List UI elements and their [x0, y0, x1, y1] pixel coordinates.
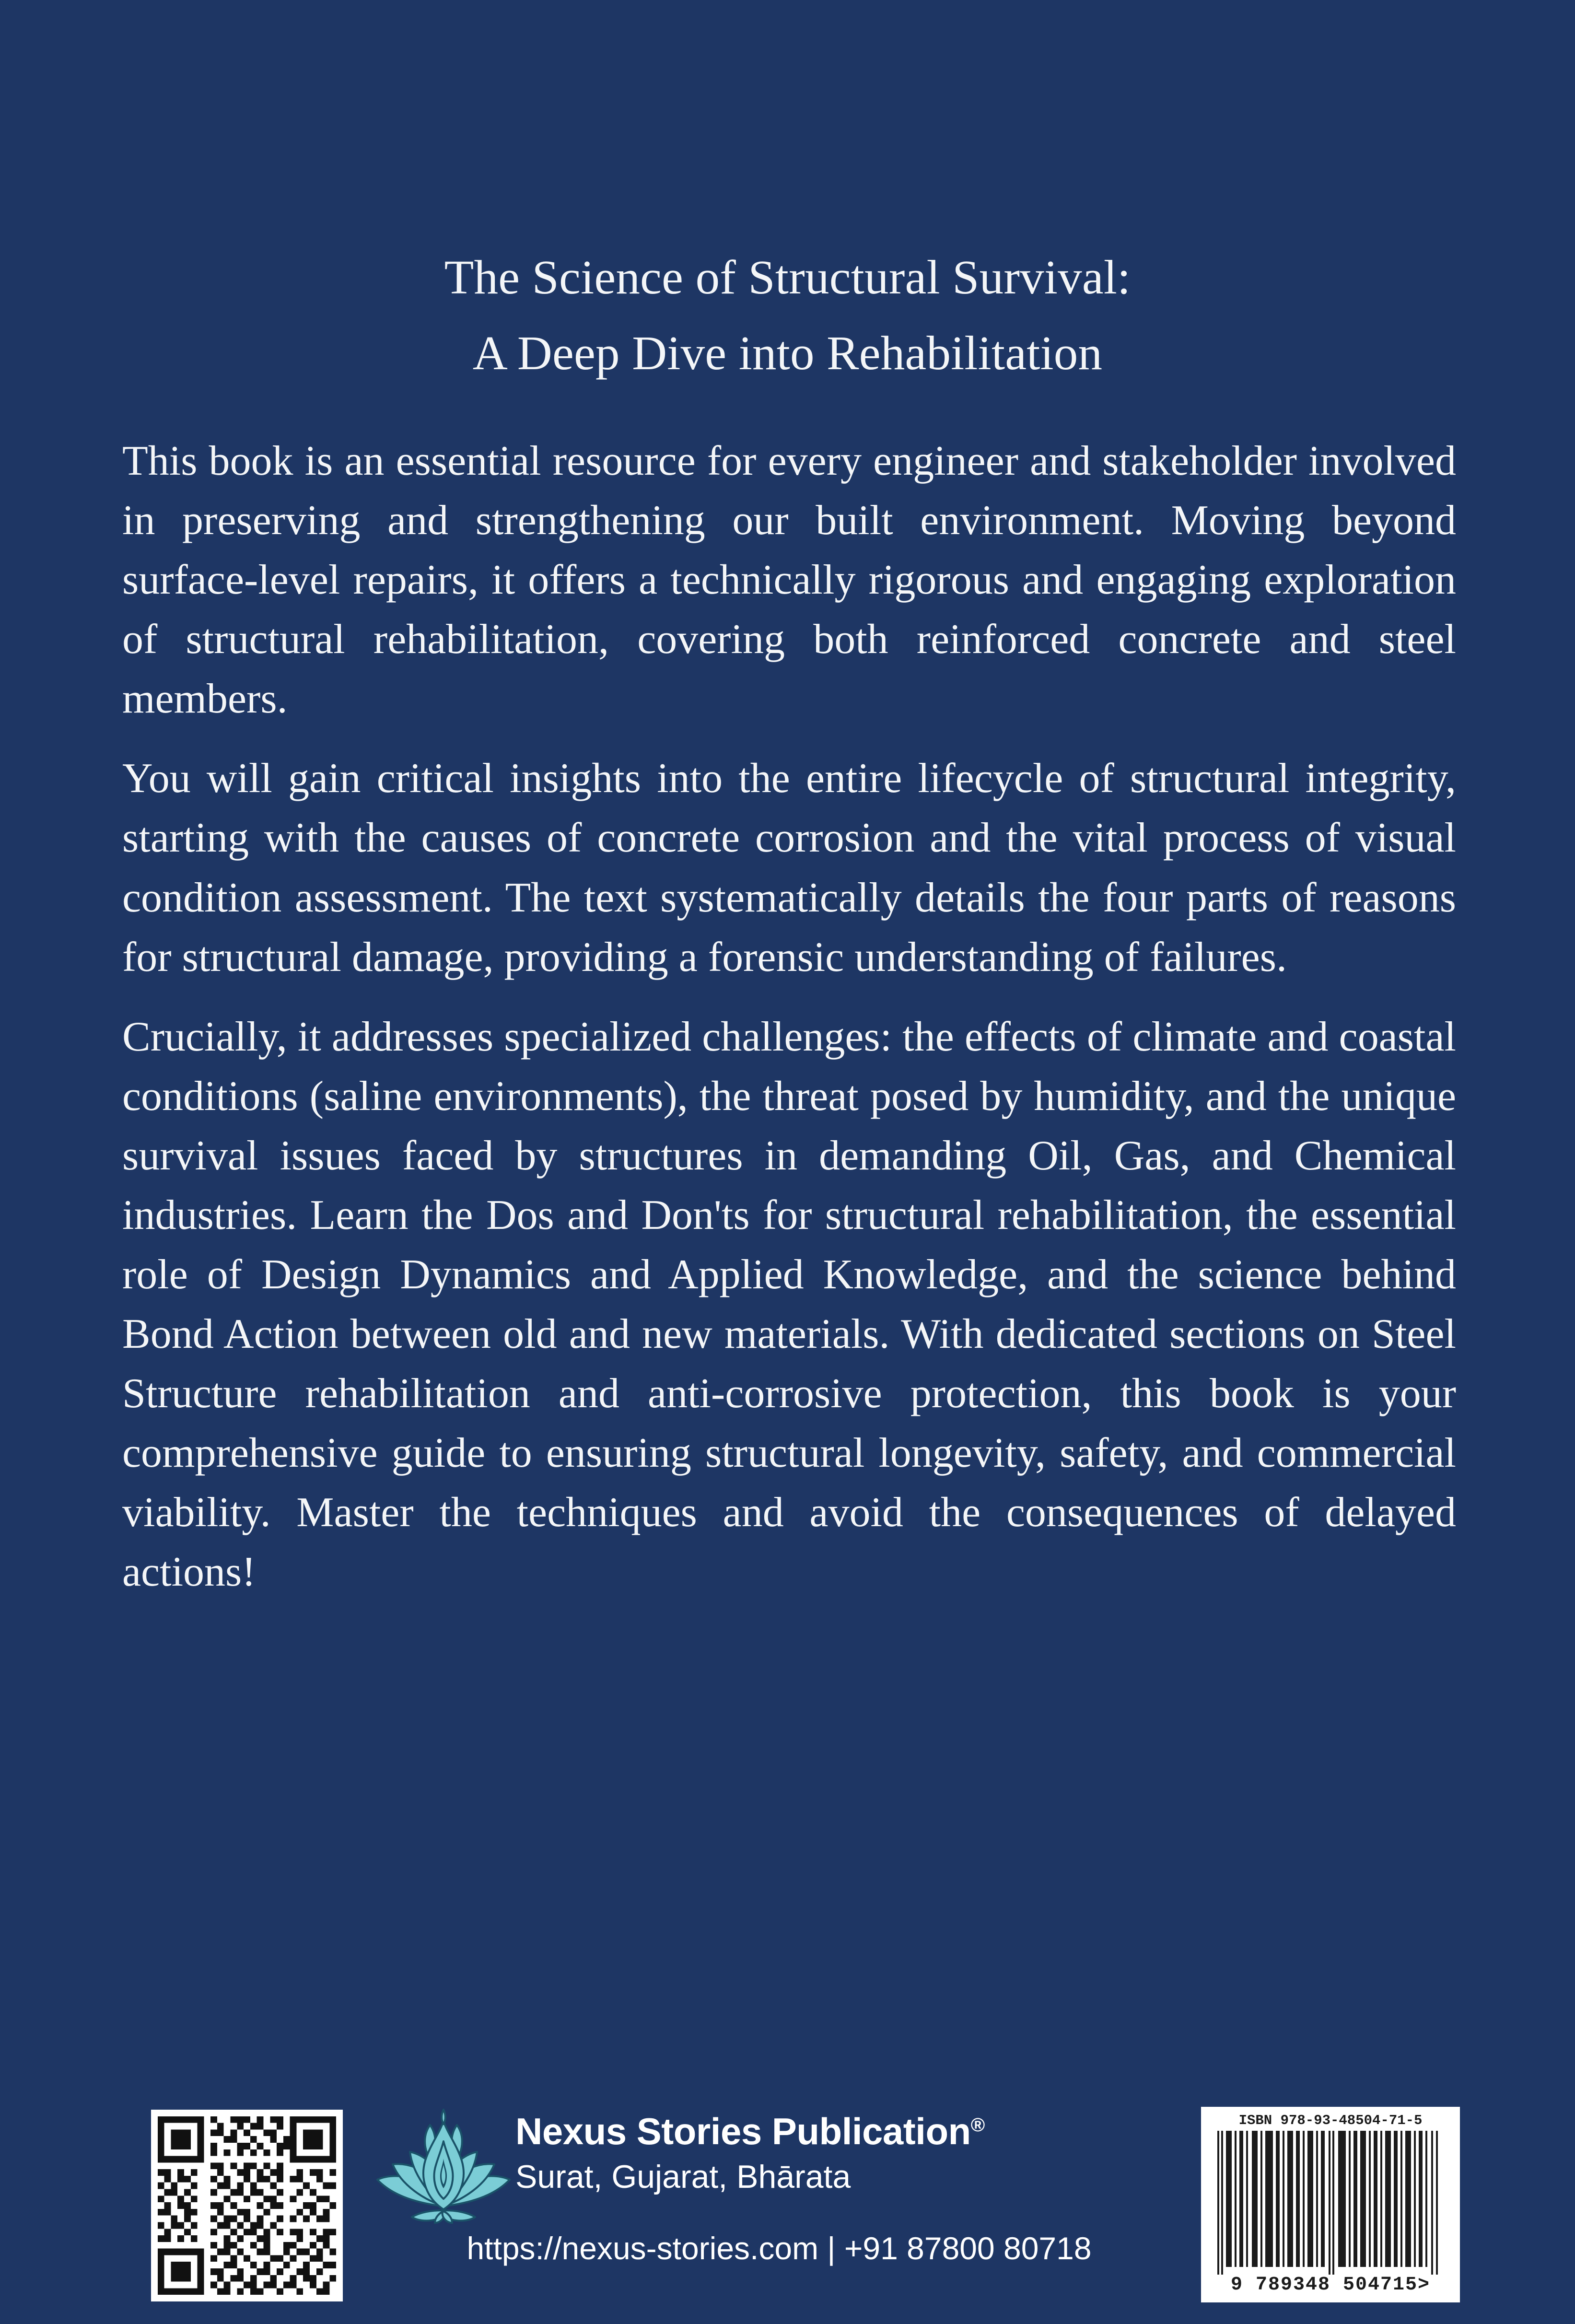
- title-line-2: A Deep Dive into Rehabilitation: [472, 326, 1103, 380]
- ean-digits: [1212, 2276, 1449, 2295]
- publisher-name: [515, 2110, 985, 2152]
- blurb-paragraph-2: You will gain critical insights into the entire lifecycle of structural integrity, starting with the causes of concrete corrosion and the vital process of visual condition assessment. The text systematically details the four parts of reasons for structural damage, providing a forensic understanding of failures.: [122, 755, 1456, 981]
- qr-code-icon[interactable]: [151, 2110, 343, 2301]
- qr-group[interactable]: [122, 2104, 324, 2305]
- isbn-barcode-group: [1201, 2107, 1460, 2302]
- publisher-name-text: Nexus Stories Publication: [515, 2110, 971, 2152]
- publisher-group: [372, 2104, 1187, 2305]
- lotus-flame-logo-icon: [372, 2108, 515, 2228]
- blurb-paragraph-1: This book is an essential resource for every engineer and stakeholder involved in preserving and strengthening our built environment. Moving beyond surface-level repairs, it offers a technically rigorous and engaging exploration of structural rehabilitation, covering both reinforced concrete and steel members.: [122, 438, 1456, 723]
- registered-trademark-icon: ®: [970, 2114, 985, 2136]
- publisher-city: Surat, Gujarat, Bhārata: [515, 2159, 851, 2195]
- isbn-label: ISBN 978-93-48504-71-5: [1238, 2113, 1423, 2128]
- page-title: [122, 240, 1453, 391]
- footer: [122, 2104, 1460, 2305]
- title-line-1: The Science of Structural Survival:: [444, 250, 1131, 304]
- ean-digits-text: 9 789348 504715: [1230, 2274, 1418, 2296]
- blurb-paragraph-3: Crucially, it addresses specialized challenges: the effects of climate and coastal conditions (saline environments), the threat posed by humidity, and the unique survival issues faced by structures in demanding Oil, Gas, and Chemical industries. Learn the Dos and Don'ts for structural rehabilitation, the essential role of Design Dynamics and Applied Knowledge, and the science behind Bond Action between old and new materials. With dedicated sections on Steel Structure rehabilitation and anti-corrosive protection, this book is your comprehensive guide to ensuring structural longevity, safety, and commercial viability. Master the techniques and avoid the consequences of delayed actions!: [122, 1013, 1456, 1596]
- ean-suffix: >: [1418, 2274, 1431, 2296]
- publisher-contact[interactable]: https://nexus-stories.com | +91 87800 80718: [467, 2231, 1092, 2266]
- barcode-bars-icon: [1212, 2131, 1449, 2275]
- blurb-text-block: [122, 432, 1456, 1602]
